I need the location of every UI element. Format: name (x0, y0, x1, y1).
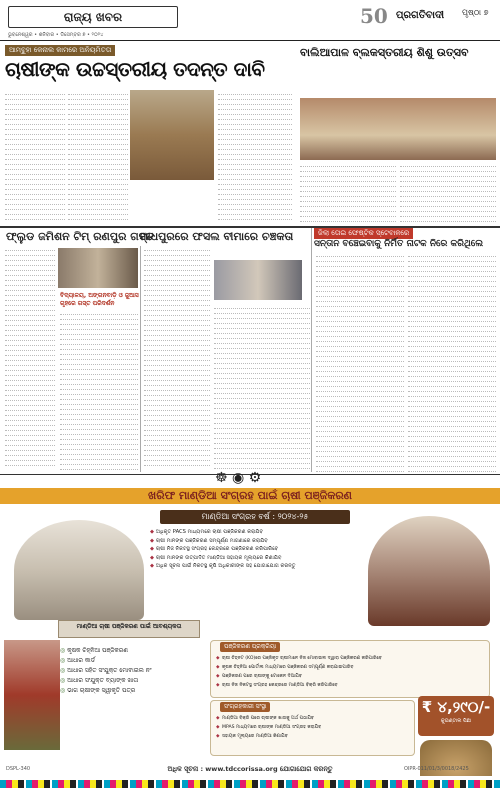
msp-price-badge (418, 696, 494, 736)
page-number: ପୃଷ୍ଠା ୭ (462, 8, 489, 17)
lead-headline: ଚାଷୀଙ୍କ ଉଚ୍ଚସ୍ତରୀୟ ତଦନ୍ତ ଦାବି (5, 57, 265, 81)
lead-column-3 (218, 90, 292, 224)
leader-portrait-right (368, 516, 490, 626)
drama-headline: ସନ୍ତାନ ବଞ୍ଚେଇବାକୁ ନିର୍ମିତ ନାଟକ ନିରେ କରିଥିଲେ (314, 239, 484, 249)
procurement-note: ◆ ସହାୟକ ମୂଲ୍ୟରେ ମାଣ୍ଡିଆ କିଣାଯିବ (216, 732, 412, 741)
right-column-1 (300, 162, 396, 224)
government-emblem-icon: ☸ ◉ ⚙ (215, 470, 262, 486)
ad-bullet: ◆ ଅଧିକ ସୂଚନା ପାଇଁ ନିକଟସ୍ଥ କୃଷି ଅଧିକାରୀଙ୍କ ସହ ଯୋଗାଯୋଗ କରନ୍ତୁ (150, 562, 362, 571)
ad-bullet: ◆ ଚାଷୀ ନିଜ ନିକଟସ୍ଥ ସଂଗ୍ରହ କେନ୍ଦ୍ରରେ ପଞ୍ଜିକରଣ କରିପାରିବେ (150, 545, 362, 554)
column-rule (311, 228, 312, 472)
drama-kicker: ଜିଲା ତୋଇ ଫେଷ୍ଟିକ ସ୍ଟେବାଳରେ (314, 228, 413, 239)
insurance-column-2 (214, 304, 310, 472)
procurement-note: ◆ ମାଣ୍ଡିଆ ବିକ୍ରି ପରେ ଚାଷୀଙ୍କ ଖାତାକୁ ଅର୍ଥ ପଠାଯିବ (216, 714, 412, 723)
flood-headline: ଫ୍ଲୁଡ ଜମିଶନ ଟିମ୍ ରଣପୁର ଗସ୍ତ (6, 230, 154, 243)
registration-step: ◆ ଚାଷୀ ନିଜ ନିକଟସ୍ଥ ସଂଗ୍ରହ କେନ୍ଦ୍ରରେ ମାଣ୍ଡିଆ ବିକ୍ରି କରିପାରିବେ (216, 681, 486, 690)
brand-name: ପ୍ରଗତିବାଦୀ (396, 10, 445, 21)
ad-footer: ଅଧିକ ସୂଚନା : www.tdccorissa.org ଯୋଗାଯୋଗ କରନ୍ତୁ (167, 765, 333, 773)
right-headline: ବାଲିଆପାଳ ବ୍ଲକସ୍ତରୀୟ ଶିଶୁ ଉତ୍ସବ (300, 46, 469, 59)
ad-title: ଖରିଫ ମାଣ୍ଡିଆ ସଂଗ୍ରହ ପାଇଁ ଚାଷୀ ପଞ୍ଜିକରଣ (148, 489, 352, 502)
school-visit-subhead: ବିଦ୍ୟାଳୟ, ଅଙ୍ଗନବାଡ଼ି ଓ ଜୁଆସ ଗୃହରେ ଗସ୍ତ ପରିଦର୍ଶନ (60, 292, 139, 307)
ad-code-left: DSPL-340 (6, 766, 31, 772)
right-column-2 (400, 162, 496, 224)
column-rule (140, 246, 141, 472)
document-item: ◎ ଆଧାର ସଂଯୁକ୍ତ ବ୍ୟାଙ୍କ ଖାତା (60, 676, 151, 686)
leader-portrait-left (14, 520, 144, 620)
drama-column-2 (408, 252, 496, 472)
documents-title: ମାଣ୍ଡିଆ ଚାଷୀ ପଞ୍ଜିକରଣ ପାଇଁ ଆବଶ୍ୟକତା (58, 620, 200, 638)
section-title: ରାଜ୍ୟ ଖବର (8, 6, 178, 28)
ad-code-right: OIPR-011/01/3/0018/2425 (404, 766, 469, 772)
msp-price: ₹ ୪,୨୯୦/- (421, 698, 491, 716)
lead-column-1 (5, 90, 65, 224)
ad-bullet: ◆ ଅଧିକୃତ PACS ମାଧ୍ୟମରେ ଚାଷୀ ପଞ୍ଜିକରଣ କରାଯିବ (150, 528, 362, 537)
lead-kicker: ଆମ୍ବୁହା କେନାଲ କାମରେ ଅନିୟମିତତା (5, 45, 115, 56)
section-divider (0, 226, 500, 228)
flood-team-photo (58, 248, 138, 288)
ad-bullet-list (150, 528, 362, 571)
document-item: ◎ ଭାଗ ଚାଷୀଙ୍କ ସ୍ୱୀକୃତି ପତ୍ର (60, 686, 151, 696)
procurement-agency-title: ସଂଗ୍ରହକାରୀ ସଂସ୍ଥା (220, 702, 270, 712)
child-festival-photo (300, 98, 496, 160)
farmer-illustration (4, 640, 60, 750)
document-item: ◎ ଆଧାର ସହିତ ସଂଯୁକ୍ତ ମୋବାଇଲ ନଂ (60, 666, 151, 676)
procurement-notes (216, 714, 412, 741)
drama-column-1 (316, 252, 404, 472)
header-rule (0, 40, 500, 41)
registration-steps (216, 654, 486, 690)
print-color-bar (0, 780, 500, 788)
msp-unit: କୁଇଣ୍ଟାଲ ପିଛା (440, 718, 472, 724)
flood-column-1 (5, 246, 55, 472)
registration-process-title: ପଞ୍ଜିକରଣ ପ୍ରକ୍ରିୟା (220, 642, 280, 652)
procurement-note: ◆ MPAS ମାଧ୍ୟମରେ ଚାଷୀଙ୍କ ମାଣ୍ଡିଆ ସଂଗ୍ରହ କରାଯିବ (216, 723, 412, 732)
lead-column-2 (68, 90, 128, 224)
document-item: ◎ ଆଧାର କାର୍ଡ (60, 656, 151, 666)
crop-insurance-headline: ମାଧପୁରରେ ଫସଲ ବୀମାରେ ଚଞ୍ଚକତା (140, 230, 294, 243)
canal-photo (130, 90, 214, 180)
section-date: ଭୁବନେଶ୍ୱର • ଶନିବାର • ଡିସେମ୍ବର ୭ • ୨୦୨୪ (8, 32, 104, 38)
registration-step: ◆ କୃଷକ ଚିହ୍ନିଆ ପୋର୍ଟାଲ ମାଧ୍ୟମରେ ପଞ୍ଜିକରଣ ସମ୍ପୂର୍ଣ୍ଣ କରାଯାଇପାରିବ (216, 663, 486, 672)
ad-bullet: ◆ ଚାଷୀ ମାନଙ୍କ ପଞ୍ଜିକରଣ ସମ୍ପୂର୍ଣ୍ଣ ମାଗଣାରେ କରାଯିବ (150, 537, 362, 546)
insurance-photo (214, 260, 302, 300)
procurement-year: ମାଣ୍ଡିଆ ସଂଗ୍ରହ ବର୍ଷ : ୨୦୨୪-୨୫ (160, 510, 350, 524)
anniversary-logo: 50 (360, 4, 388, 28)
documents-list (60, 646, 151, 696)
document-item: ◎ କୃଷକ ଚିହ୍ନିଆ ପଞ୍ଜିକରଣ (60, 646, 151, 656)
ad-bullet: ◆ ଚାଷୀ ମାନଙ୍କ ଉତ୍ପାଦିତ ମାଣ୍ଡିଆ ସହାୟକ ମୂଲ୍ୟରେ କିଣାଯିବ (150, 554, 362, 563)
insurance-column-1 (144, 246, 210, 472)
registration-step: ◆ ପଞ୍ଜିକରଣ ପରେ ଚାଷୀଙ୍କୁ ଟୋକେନ ଦିଆଯିବ (216, 672, 486, 681)
flood-column-2 (60, 310, 138, 472)
registration-step: ◆ ଚାଷୀ ଚିହ୍ନଟ (KO)ରେ ପଞ୍ଜିକୃତ ଚାଷୀମାନେ ନିଜ ମୋବାଇଲ ଦ୍ୱାରା ପଞ୍ଜିକରଣ କରିପାରିବେ (216, 654, 486, 663)
